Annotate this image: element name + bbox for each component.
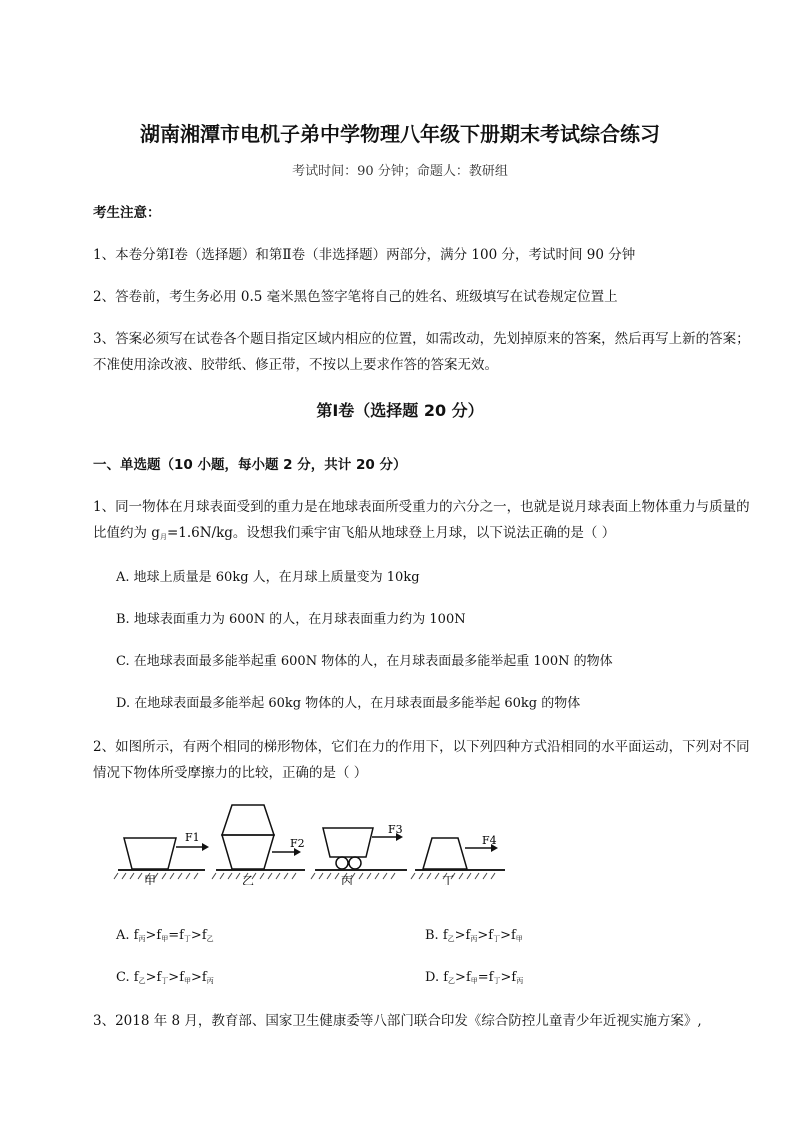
trapezoid-upright (423, 838, 467, 869)
q1-option-a: A. 地球上质量是 60kg 人，在月球上质量变为 10kg (116, 570, 420, 585)
force-label-f4: F4 (482, 834, 497, 847)
exam-subtitle: 考试时间：90 分钟；命题人：教研组 (292, 164, 508, 179)
notice-item-2: 2、答卷前，考生务必用 0.5 毫米黑色签字笔将自己的姓名、班级填写在试卷规定位置上 (93, 289, 618, 305)
notice-item-3: 3、答案必须写在试卷各个题目指定区域内相应的位置，如需改动，先划掉原来的答案，然后再写上新的答案；不准使用涂改液、胶带纸、修正带，不按以上要求作答的答案无效。 (93, 331, 750, 373)
figure-label-yi: 乙 (242, 874, 255, 885)
q2-option-c: C. $f_乙>f_丁>f_甲>f_丙$ (116, 970, 214, 985)
question-1-stem: 1、同一物体在月球表面受到的重力是在地球表面所受重力的六分之一，也就是说月球表面上物体重力与质量的比值约为 $g_月=1.6N/kg$。设想我们乘宇宙飞船从地球登上月球，以下说法正确的是（ ） (93, 499, 750, 541)
trapezoid-upper (222, 805, 274, 835)
section-title: 第Ⅰ卷（选择题 20 分） (316, 401, 484, 420)
q1-option-c: C. 在地球表面最多能举起重 600N 物体的人，在月球表面最多能举起重 100N 的物体 (116, 654, 613, 669)
roller (336, 857, 348, 869)
trapezoid-lower (222, 835, 274, 869)
figure-yi (212, 805, 305, 885)
figure-label-bing: 丙 (341, 874, 354, 885)
part-heading: 一、单选题（10 小题，每小题 2 分，共计 20 分） (93, 457, 407, 473)
q1-option-d: D. 在地球表面最多能举起 60kg 物体的人，在月球表面最多能举起 60kg 的物体 (116, 696, 581, 711)
q2-option-b: B. $f_乙>f_丙>f_丁>f_甲$ (425, 928, 523, 943)
figure-jia (114, 831, 209, 885)
roller (349, 857, 361, 869)
figure-label-ding: 丁 (442, 874, 455, 885)
notice-heading: 考生注意： (93, 205, 161, 221)
trapezoid-inverted (124, 838, 176, 869)
q1-option-b: B. 地球表面重力为 600N 的人，在月球表面重力约为 100N (116, 612, 466, 627)
q2-option-d: D. $f_乙>f_甲=f_丁>f_丙$ (425, 970, 524, 985)
notice-item-1: 1、本卷分第Ⅰ卷（选择题）和第Ⅱ卷（非选择题）两部分，满分 100 分，考试时间 90 分钟 (93, 247, 636, 263)
figure-bing (311, 823, 407, 885)
figure-ding (411, 834, 505, 885)
friction-figure (110, 795, 530, 885)
force-label-f2: F2 (290, 837, 305, 850)
page-title: 湖南湘潭市电机子弟中学物理八年级下册期末考试综合练习 (140, 122, 660, 146)
question-2-stem: 2、如图所示，有两个相同的梯形物体，它们在力的作用下，以下列四种方式沿相同的水平面运动，下列对不同情况下物体所受摩擦力的比较，正确的是（ ） (93, 739, 750, 781)
figure-label-jia: 甲 (144, 874, 157, 885)
question-3-stem: 3、2018 年 8 月，教育部、国家卫生健康委等八部门联合印发《综合防控儿童青少年近视实施方案》, (93, 1013, 702, 1029)
force-label-f3: F3 (388, 823, 403, 836)
q2-option-a: A. $f_丙>f_甲=f_丁>f_乙$ (116, 928, 214, 943)
force-label-f1: F1 (185, 831, 200, 844)
trapezoid-on-rollers (323, 828, 373, 857)
